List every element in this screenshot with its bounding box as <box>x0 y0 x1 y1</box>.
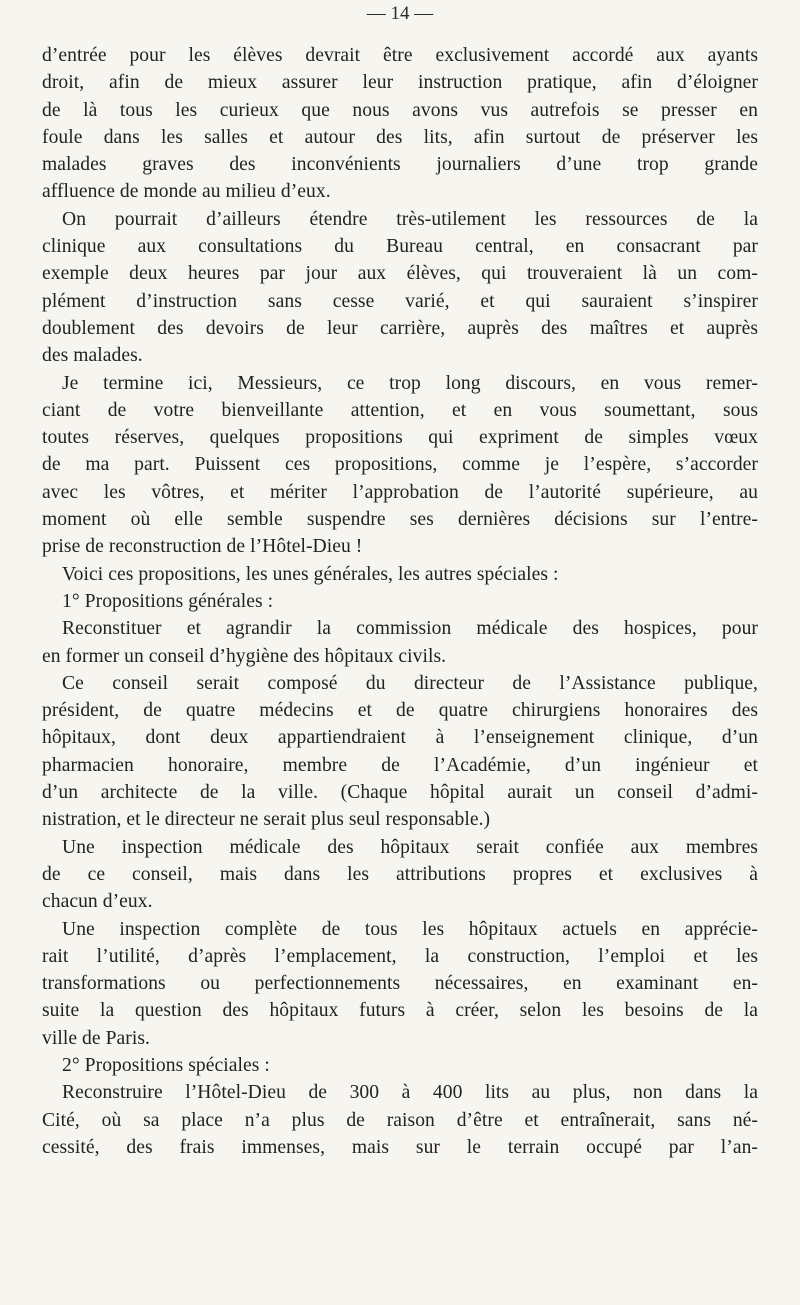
text-line: Reconstituer et agrandir la commission médicale des hospices, pour <box>62 618 758 640</box>
text-line: affluence de monde au milieu d’eux. <box>42 181 331 203</box>
text-line: ville de Paris. <box>42 1027 150 1049</box>
text-line: malades graves des inconvénients journaliers d’une trop grande <box>42 154 758 176</box>
text-line: clinique aux consultations du Bureau central, en consacrant par <box>42 236 758 258</box>
text-line: suite la question des hôpitaux futurs à créer, selon les besoins de la <box>42 1000 758 1022</box>
text-line: pharmacien honoraire, membre de l’Académie, d’un ingénieur et <box>42 754 758 776</box>
text-line: ciant de votre bienveillante attention, et en vous soumettant, sous <box>42 399 758 421</box>
text-line: foule dans les salles et autour des lits, afin surtout de préserver les <box>42 126 758 148</box>
text-line: Cité, où sa place n’a plus de raison d’être et entraînerait, sans né- <box>42 1109 758 1131</box>
body-text <box>42 42 758 1161</box>
text-line: droit, afin de mieux assurer leur instruction pratique, afin d’éloigner <box>42 72 758 94</box>
text-line: Une inspection complète de tous les hôpitaux actuels en apprécie- <box>62 918 758 940</box>
text-line: Voici ces propositions, les unes générales, les autres spéciales : <box>62 563 559 585</box>
text-line: d’un architecte de la ville. (Chaque hôpital aurait un conseil d’admi- <box>42 782 758 804</box>
text-line: hôpitaux, dont deux appartiendraient à l’enseignement clinique, d’un <box>42 727 758 749</box>
text-line: avec les vôtres, et mériter l’approbation de l’autorité supérieure, au <box>42 481 758 503</box>
text-line: plément d’instruction sans cesse varié, et qui sauraient s’inspirer <box>42 290 758 312</box>
text-line: en former un conseil d’hygiène des hôpitaux civils. <box>42 645 447 667</box>
text-line: Une inspection médicale des hôpitaux serait confiée aux membres <box>62 836 758 858</box>
text-line: d’entrée pour les élèves devrait être exclusivement accordé aux ayants <box>42 45 758 66</box>
text-line: exemple deux heures par jour aux élèves, qui trouveraient là un com- <box>42 263 758 285</box>
text-line: rait l’utilité, d’après l’emplacement, la construction, l’emploi et les <box>42 945 758 967</box>
text-line: transformations ou perfectionnements nécessaires, en examinant en- <box>42 973 758 995</box>
text-line: prise de reconstruction de l’Hôtel-Dieu ! <box>42 536 363 558</box>
text-line: de là tous les curieux que nous avons vus autrefois se presser en <box>42 99 758 121</box>
text-line: président, de quatre médecins et de quatre chirurgiens honoraires des <box>42 700 758 722</box>
text-line: doublement des devoirs de leur carrière, auprès des maîtres et auprès <box>42 317 758 339</box>
text-line: 2° Propositions spéciales : <box>62 1054 270 1076</box>
text-line: nistration, et le directeur ne serait plus seul responsable.) <box>42 809 491 831</box>
text-line: Reconstruire l’Hôtel-Dieu de 300 à 400 lits au plus, non dans la <box>62 1082 758 1104</box>
page-number: — 14 — <box>366 3 434 24</box>
text-line: de ma part. Puissent ces propositions, comme je l’espère, s’accorder <box>42 454 758 476</box>
text-line: des malades. <box>42 345 143 367</box>
text-line: Ce conseil serait composé du directeur de l’Assistance publique, <box>62 672 758 694</box>
text-line: moment où elle semble suspendre ses dernières décisions sur l’entre- <box>42 509 758 531</box>
text-line: On pourrait d’ailleurs étendre très-utilement les ressources de la <box>62 208 758 230</box>
text-line: cessité, des frais immenses, mais sur le terrain occupé par l’an- <box>42 1136 758 1158</box>
text-line: Je termine ici, Messieurs, ce trop long discours, en vous remer- <box>62 372 758 394</box>
text-line: toutes réserves, quelques propositions qui expriment de simples vœux <box>42 427 758 449</box>
text-line: chacun d’eux. <box>42 891 153 913</box>
text-line: de ce conseil, mais dans les attributions propres et exclusives à <box>42 863 758 885</box>
text-line: 1° Propositions générales : <box>62 590 274 612</box>
